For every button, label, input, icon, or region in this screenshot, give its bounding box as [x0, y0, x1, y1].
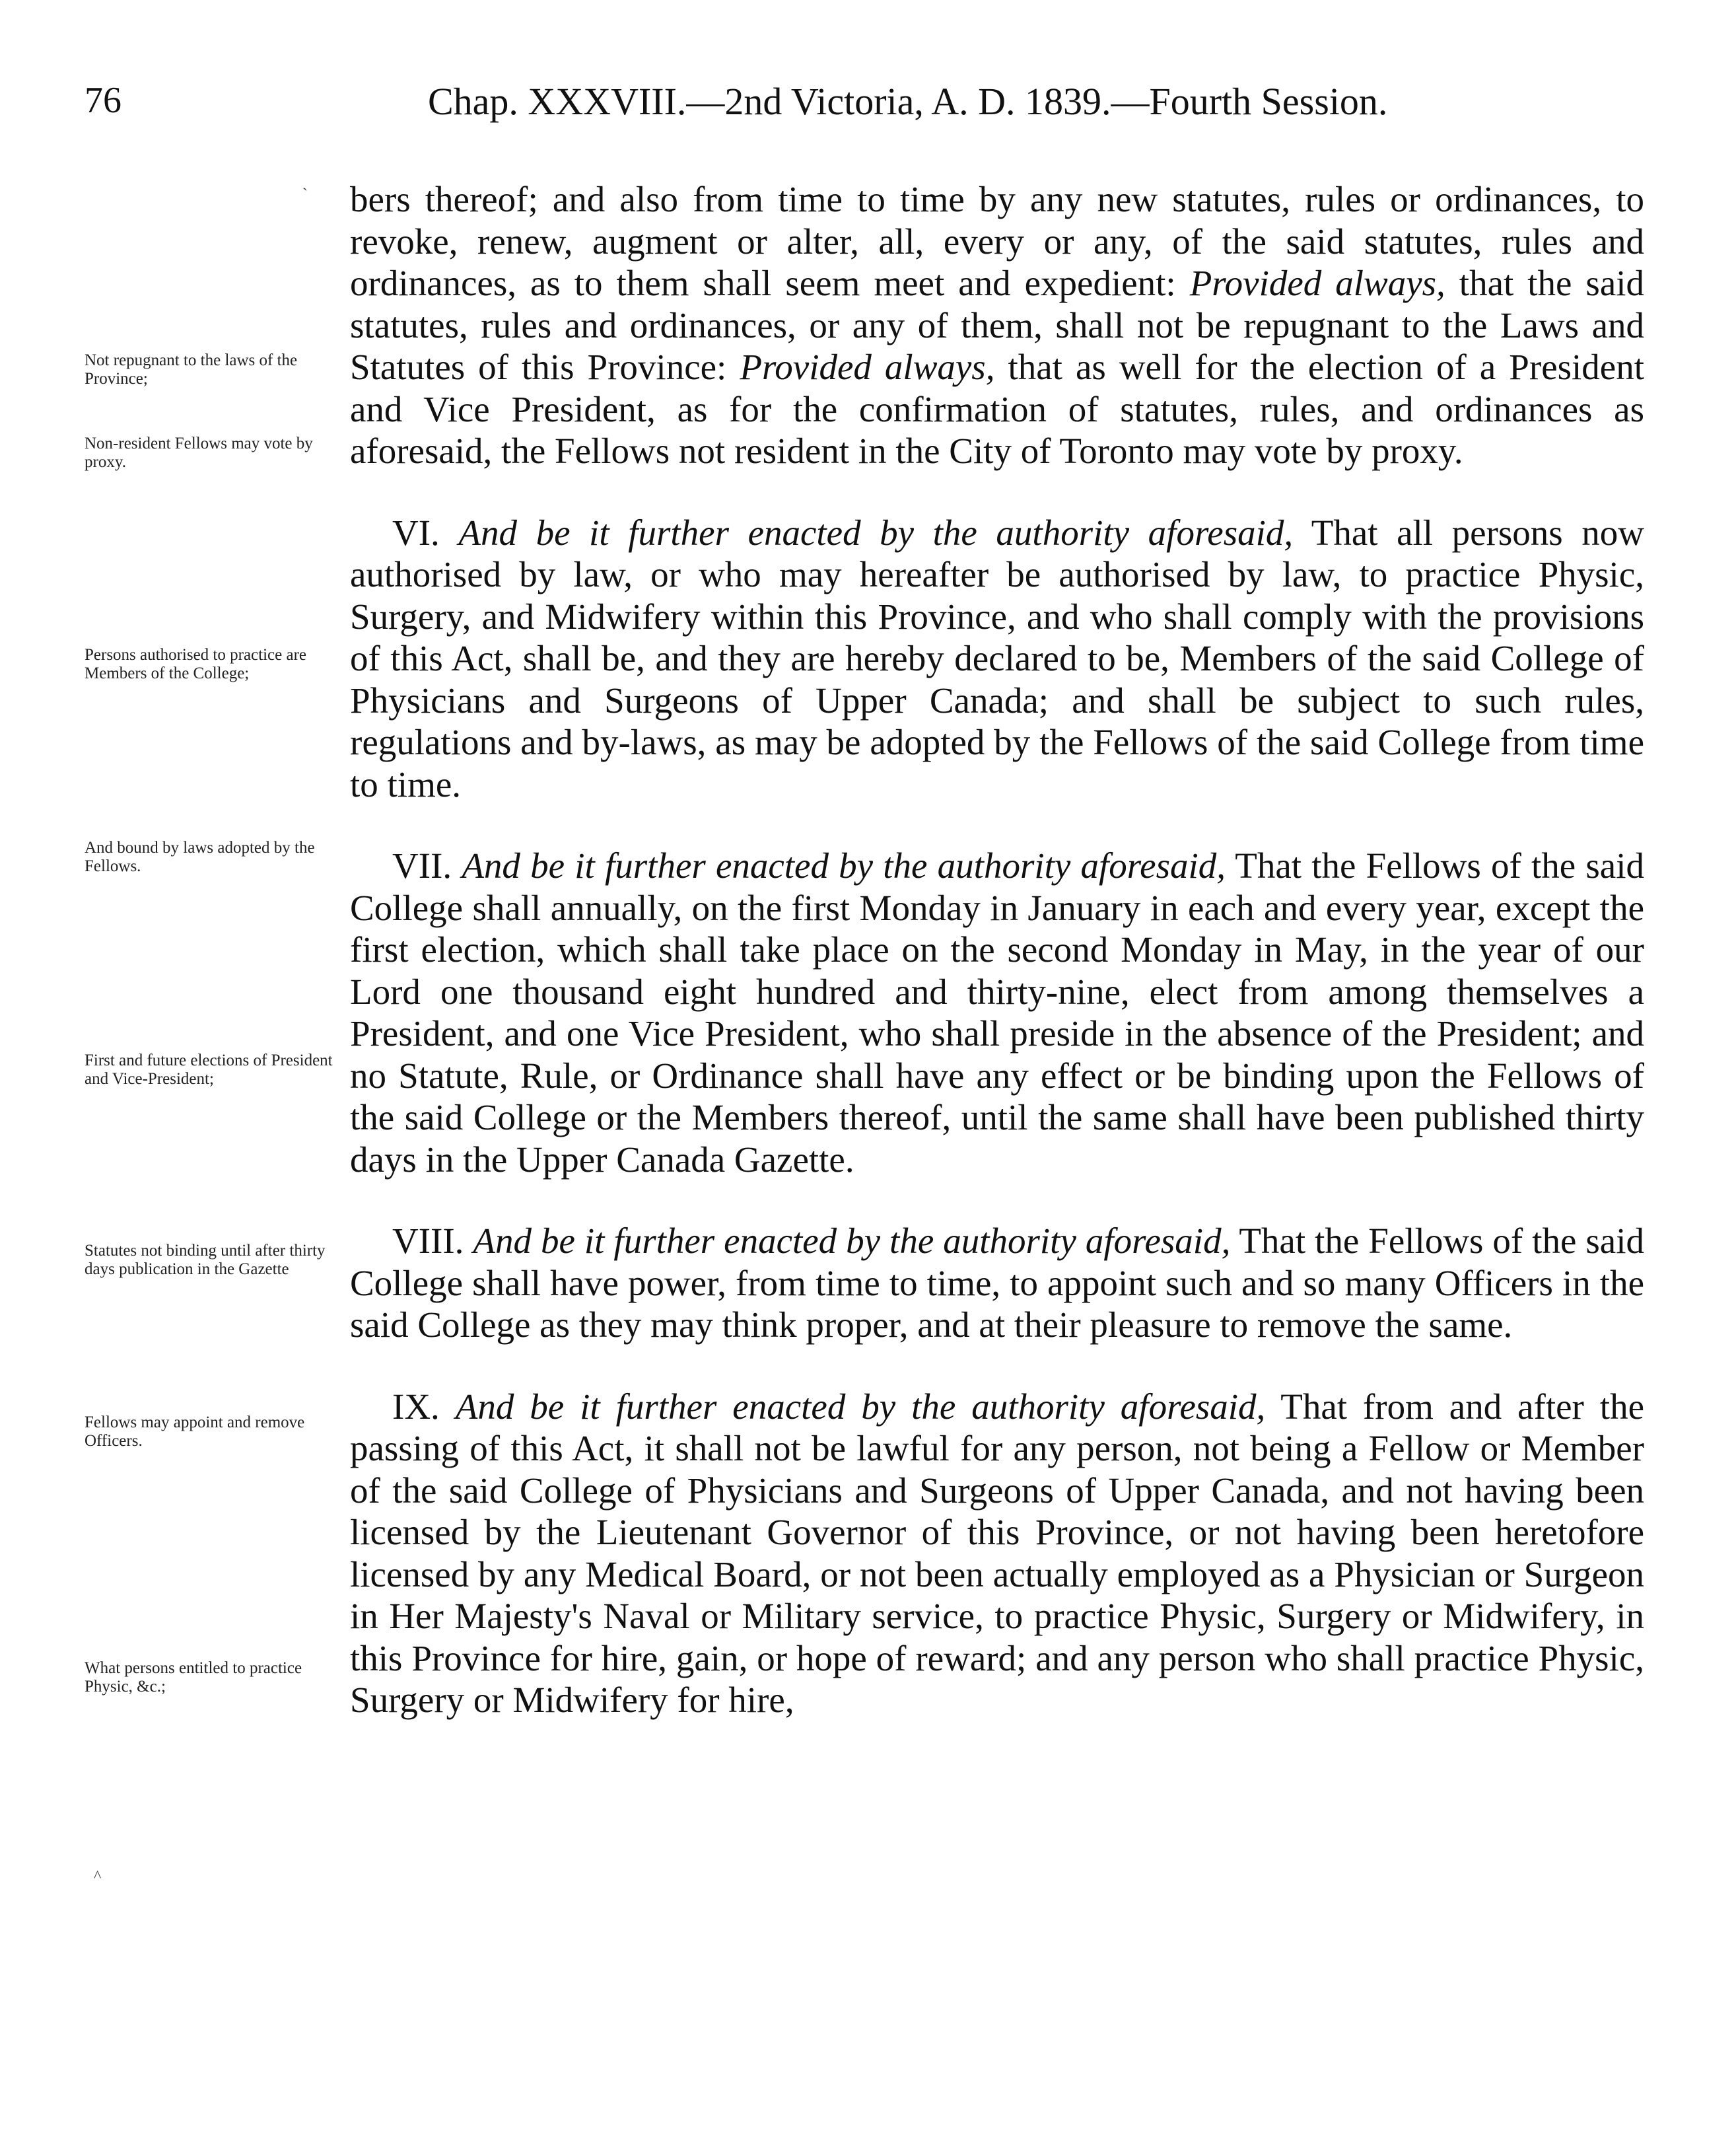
margin-note: First and future elections of President and Vice-President;	[85, 1052, 333, 1088]
section-viii	[350, 1220, 1644, 1346]
margin-notes	[85, 0, 335, 2142]
margin-note: Statutes not binding until after thirty days publication in the Gazette	[85, 1242, 326, 1278]
margin-mark-top: `	[302, 186, 308, 203]
section-number: IX.	[392, 1386, 440, 1427]
statute-text	[350, 178, 1644, 1721]
margin-note: Not repugnant to the laws of the Province;	[85, 351, 298, 388]
section-text: That the Fellows of the said College shall annually, on the first Monday in January in each and every year, except the first election, which shall take place on the second Monday in May, in the year of our Lord one thousand eight hundred and thirty-nine, elect from among themselves a President, and one Vice President, who shall preside in the absence of the President; and no Statute, Rule, or Ordinance shall have any effect or be binding upon the Fellows of the said College or the Members thereof, until the same shall have been published thirty days in the Upper Canada Gazette.	[350, 845, 1644, 1180]
section-vii	[350, 845, 1644, 1180]
section-number: VIII.	[392, 1221, 464, 1261]
section-number: VII.	[392, 845, 452, 886]
section-vi	[350, 512, 1644, 806]
section-number: VI.	[392, 512, 440, 553]
running-title: Chap. XXXVIII.—2nd Victoria, A. D. 1839.—Fourth Session.	[428, 80, 1388, 123]
margin-note: And bound by laws adopted by the Fellows.	[85, 839, 315, 875]
section-ix	[350, 1386, 1644, 1721]
enacting-clause: And be it further enacted by the authority aforesaid,	[473, 1221, 1231, 1261]
paragraph-continuation: bers thereof; and also from time to time by any new statutes, rules or ordinances, to revoke, renew, augment or alter, all, every or any, of the said statutes, rules and ordinances, as to them shall seem meet and expedient: Provided always, that the said statutes, rules and ordinances, or any of them, shall not be repugnant to the Laws and Statutes of this Province: Provided always, that as well for the election of a President and Vice President, as for the confirmation of statutes, rules, and ordinances as aforesaid, the Fellows not resident in the City of Toronto may vote by proxy.	[350, 179, 1645, 471]
margin-note: What persons entitled to practice Physic, &c.;	[85, 1659, 302, 1696]
enacting-clause: And be it further enacted by the authority aforesaid,	[462, 845, 1226, 886]
section-text: That all persons now authorised by law, or who may hereafter be authorised by law, to practice Physic, Surgery, and Midwifery within this Province, and who shall comply with the provisions of this Act, shall be, and they are hereby declared to be, Members of the said College of Physicians and Surgeons of Upper Canada; and shall be subject to such rules, regulations and by-laws, as may be adopted by the Fellows of the said College from time to time.	[350, 512, 1645, 804]
margin-note: Non-resident Fellows may vote by proxy.	[85, 435, 313, 471]
section-text: That from and after the passing of this Act, it shall not be lawful for any person, not being a Fellow or Member of the said College of Physicians and Surgeons of Upper Canada, and not having been licensed by the Lieutenant Governor of this Province, or not having been heretofore licensed by any Medical Board, or not been actually employed as a Physician or Surgeon in Her Majesty's Naval or Military service, to practice Physic, Surgery or Midwifery, in this Province for hire, gain, or hope of reward; and any person who shall practice Physic, Surgery or Midwifery for hire,	[350, 1386, 1644, 1720]
section-text: That the Fellows of the said College shall have power, from time to time, to appoint such and so many Officers in the said College as they may think proper, and at their pleasure to remove the same.	[350, 1221, 1644, 1345]
enacting-clause: And be it further enacted by the authority aforesaid,	[455, 1386, 1266, 1427]
margin-note: Fellows may appoint and remove Officers.	[85, 1413, 305, 1450]
margin-note: Persons authorised to practice are Members of the College;	[85, 646, 306, 682]
page-number: 76	[85, 80, 122, 121]
enacting-clause: And be it further enacted by the authority aforesaid,	[458, 512, 1294, 553]
margin-mark-bottom: ^	[94, 1868, 102, 1885]
